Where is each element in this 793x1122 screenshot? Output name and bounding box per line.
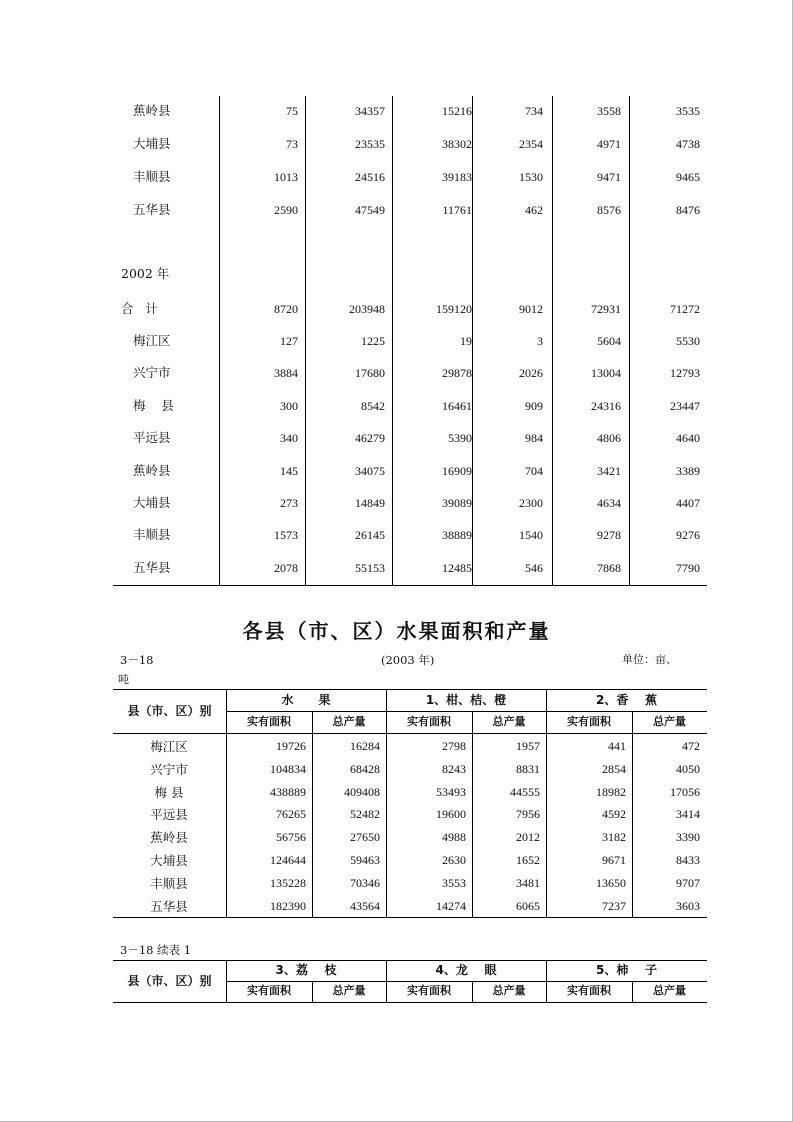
- table-cell: 3: [537, 334, 543, 348]
- table-cell: 14849: [355, 496, 385, 510]
- table-cell: 300: [280, 398, 298, 413]
- table-cell: 124644: [270, 853, 306, 867]
- row-label: 梅江区: [150, 739, 188, 754]
- table-cell: 3182: [602, 830, 626, 845]
- table-cell: 3390: [676, 830, 700, 845]
- sub-header-output: 总产量: [653, 984, 686, 997]
- row-label: 大埔县: [133, 136, 171, 151]
- row-label: 丰顺县: [150, 875, 188, 891]
- table-cell: 8831: [516, 761, 540, 776]
- row-header: 县（市、区）别: [127, 974, 212, 988]
- table-cell: 7790: [676, 560, 700, 575]
- table-cell: 3553: [442, 875, 466, 890]
- page-title: 各县（市、区）水果面积和产量: [242, 619, 551, 643]
- table-id: 3－18: [120, 653, 154, 667]
- table-row: [113, 396, 707, 416]
- sub-header-area: 实有面积: [247, 984, 291, 997]
- table-row: [113, 331, 707, 351]
- table-cell: 159120: [436, 302, 472, 316]
- table-cell: 23535: [355, 137, 385, 151]
- row-label: 梅 县: [154, 784, 184, 800]
- table-cell: 55153: [355, 560, 385, 575]
- table-cell: 3535: [676, 104, 700, 118]
- table-cell: 4592: [602, 807, 626, 822]
- table-cell: 34075: [355, 463, 385, 478]
- table-cell: 1225: [361, 334, 385, 348]
- row-label: 大埔县: [150, 853, 188, 868]
- table-cell: 8476: [676, 203, 700, 217]
- row-label: 丰顺县: [133, 527, 171, 543]
- table-cell: 203948: [349, 302, 385, 316]
- table-cell: 1957: [516, 739, 540, 753]
- sub-header-output: 总产量: [653, 715, 686, 728]
- table-cell: 2026: [519, 366, 543, 381]
- table-cell: 273: [280, 496, 298, 510]
- sub-header-area: 实有面积: [567, 715, 611, 728]
- table-row: [113, 200, 707, 220]
- table-cell: 16909: [442, 463, 472, 478]
- table-cell: 2630: [442, 853, 466, 867]
- table-cell: 71272: [670, 302, 700, 316]
- table-cell: 19600: [436, 807, 466, 822]
- table-row: [113, 781, 707, 804]
- table-cell: 340: [280, 431, 298, 446]
- row-label: 蕉岭县: [150, 830, 188, 846]
- table-year: (2003 年): [381, 653, 435, 667]
- table-cell: 34357: [355, 104, 385, 118]
- table-cell: 182390: [270, 898, 306, 913]
- table-cell: 4988: [442, 830, 466, 845]
- table-cell: 39089: [442, 496, 472, 510]
- group-header-citrus: 1、柑、桔、橙: [425, 693, 507, 707]
- row-label: 梅 县: [133, 397, 174, 413]
- sub-header-output: 总产量: [332, 984, 366, 997]
- table-cell: 4634: [597, 496, 621, 510]
- row-label: 五华县: [150, 898, 188, 914]
- table-cell: 4806: [597, 431, 621, 446]
- row-header: 县（市、区）别: [127, 704, 212, 718]
- table-cell: 56756: [276, 830, 306, 845]
- table-cell: 546: [525, 560, 543, 575]
- table-cell: 4050: [676, 761, 700, 776]
- table-cell: 59463: [350, 853, 380, 867]
- table-row: [113, 758, 707, 781]
- table-cell: 8576: [597, 203, 621, 217]
- group-header-banana: 2、香 蕉: [595, 693, 658, 707]
- table-cell: 2300: [519, 496, 543, 510]
- table-cell: 6065: [516, 898, 540, 913]
- table-cell: 462: [525, 203, 543, 217]
- table-row: [113, 525, 707, 545]
- table-cell: 3389: [676, 463, 700, 478]
- table-row: [113, 428, 707, 448]
- table-cell: 704: [525, 463, 543, 478]
- fruit-table-2003: [113, 689, 707, 919]
- table-cell: 104834: [270, 761, 306, 776]
- table-cell: 2590: [274, 203, 298, 217]
- table-cell: 12793: [670, 366, 700, 381]
- table-row: [113, 101, 707, 121]
- table-cell: 1652: [516, 853, 540, 867]
- table-cell: 70346: [350, 875, 380, 890]
- row-label: 兴宁市: [133, 365, 171, 381]
- table-cell: 1540: [519, 528, 543, 543]
- table-cell: 16461: [442, 398, 472, 413]
- table-cell: 5604: [597, 334, 621, 348]
- group-header-longan: 4、龙 眼: [435, 963, 497, 977]
- table-cell: 14274: [436, 898, 466, 913]
- group-header-persimmon: 5、柿 子: [595, 963, 658, 977]
- table-cell: 9471: [597, 170, 621, 184]
- table-cell: 3481: [516, 875, 540, 890]
- table-cell: 4640: [676, 431, 700, 446]
- table-cell: 9278: [597, 528, 621, 543]
- table-cell: 1013: [274, 170, 298, 184]
- table-cell: 9276: [676, 528, 700, 543]
- unit-label: 单位：亩、: [622, 653, 677, 666]
- table-row: [113, 849, 707, 872]
- row-label: 平远县: [150, 807, 188, 823]
- table-cell: 2078: [274, 560, 298, 575]
- sub-header-area: 实有面积: [247, 715, 291, 728]
- table-cell: 76265: [276, 807, 306, 822]
- table-cell: 8720: [274, 302, 298, 316]
- table-cell: 52482: [350, 807, 380, 822]
- table-row: [113, 826, 707, 849]
- table-cell: 127: [280, 334, 298, 348]
- table-cell: 68428: [350, 761, 380, 776]
- table-cell: 7868: [597, 560, 621, 575]
- table-cell: 47549: [355, 203, 385, 217]
- table-cell: 17056: [670, 784, 700, 799]
- table-cell: 19726: [276, 739, 306, 753]
- table-cell: 472: [682, 739, 700, 753]
- table-cell: 734: [525, 104, 543, 118]
- group-header-lychee: 3、荔 枝: [275, 963, 337, 977]
- row-label: 合 计: [121, 301, 158, 316]
- unit-label-cont: 吨: [118, 673, 129, 686]
- row-label: 大埔县: [133, 495, 171, 510]
- table-cell: 73: [286, 137, 298, 151]
- table-cell: 2012: [516, 830, 540, 845]
- row-label: 蕉岭县: [133, 103, 171, 118]
- table-cell: 15216: [442, 104, 472, 118]
- table-cell: 438889: [270, 784, 306, 799]
- table-cell: 984: [525, 431, 543, 446]
- total-row: [113, 299, 707, 319]
- table-cell: 24316: [591, 398, 621, 413]
- table-cell: 4407: [676, 496, 700, 510]
- table-cell: 72931: [591, 302, 621, 316]
- table-cell: 29878: [442, 366, 472, 381]
- table-row: [113, 134, 707, 154]
- table-cell: 8433: [676, 853, 700, 867]
- table-cell: 3421: [597, 463, 621, 478]
- table-cell: 9012: [519, 302, 543, 316]
- table-row: [113, 735, 707, 758]
- table-cell: 24516: [355, 170, 385, 184]
- row-label: 蕉岭县: [133, 462, 171, 478]
- table-cell: 11761: [442, 203, 472, 217]
- sub-header-output: 总产量: [492, 715, 526, 728]
- table-cell: 8542: [361, 398, 385, 413]
- row-label: 兴宁市: [150, 761, 188, 777]
- table-cell: 2854: [602, 761, 626, 776]
- table-cell: 909: [525, 398, 543, 413]
- table-cell: 13004: [591, 366, 621, 381]
- table-row: [113, 167, 707, 187]
- row-label: 2002 年: [121, 266, 170, 281]
- table3-caption: 3－18 续表 1: [120, 943, 192, 957]
- table-cell: 409408: [344, 784, 380, 799]
- sub-header-output: 总产量: [492, 984, 526, 997]
- sub-header-area: 实有面积: [567, 984, 611, 997]
- table-cell: 53493: [436, 784, 466, 799]
- row-label: 丰顺县: [133, 169, 171, 184]
- table-cell: 1573: [274, 528, 298, 543]
- table-cell: 38889: [442, 528, 472, 543]
- table-cell: 38302: [442, 137, 472, 151]
- table-cell: 3603: [676, 898, 700, 913]
- row-label: 梅江区: [133, 333, 171, 348]
- table-cell: 3558: [597, 104, 621, 118]
- table-cell: 18982: [596, 784, 626, 799]
- sub-header-area: 实有面积: [407, 715, 451, 728]
- year-row: [113, 264, 707, 284]
- table-cell: 16284: [350, 739, 380, 753]
- table-cell: 9707: [676, 875, 700, 890]
- table-cell: 3884: [274, 366, 298, 381]
- table-row: [113, 872, 707, 895]
- row-label: 平远县: [133, 430, 171, 446]
- fruit-table-continued-1: [113, 960, 707, 1004]
- table-row: [113, 895, 707, 918]
- table-row: [113, 461, 707, 481]
- sub-header-output: 总产量: [332, 715, 366, 728]
- table-cell: 7956: [516, 807, 540, 822]
- table-cell: 3414: [676, 807, 700, 822]
- table-cell: 27650: [350, 830, 380, 845]
- table-cell: 46279: [355, 431, 385, 446]
- table-cell: 5390: [448, 431, 472, 446]
- table-cell: 2798: [442, 739, 466, 753]
- table-cell: 5530: [676, 334, 700, 348]
- table-cell: 2354: [519, 137, 543, 151]
- continued-table: [113, 96, 707, 586]
- row-label: 五华县: [133, 559, 171, 575]
- table-cell: 441: [608, 739, 626, 753]
- table-cell: 44555: [510, 784, 540, 799]
- table-cell: 75: [286, 104, 298, 118]
- row-label: 五华县: [133, 202, 171, 217]
- sub-header-area: 实有面积: [407, 984, 451, 997]
- table-cell: 12485: [442, 560, 472, 575]
- table-cell: 1530: [519, 170, 543, 184]
- table-cell: 4738: [676, 137, 700, 151]
- table-cell: 4971: [597, 137, 621, 151]
- table-cell: 13650: [596, 875, 626, 890]
- table-cell: 145: [280, 463, 298, 478]
- table-cell: 39183: [442, 170, 472, 184]
- table-row: [113, 803, 707, 826]
- table-row: [113, 493, 707, 513]
- table-cell: 19: [460, 334, 472, 348]
- table-cell: 17680: [355, 366, 385, 381]
- table-row: [113, 558, 707, 578]
- table-cell: 43564: [350, 898, 380, 913]
- table-cell: 26145: [355, 528, 385, 543]
- table-cell: 9465: [676, 170, 700, 184]
- table-cell: 7237: [602, 898, 626, 913]
- group-header-fruit: 水 果: [281, 693, 331, 707]
- table-cell: 9671: [602, 853, 626, 867]
- table-cell: 23447: [670, 398, 700, 413]
- table-cell: 135228: [270, 875, 306, 890]
- table-cell: 8243: [442, 761, 466, 776]
- table-row: [113, 363, 707, 383]
